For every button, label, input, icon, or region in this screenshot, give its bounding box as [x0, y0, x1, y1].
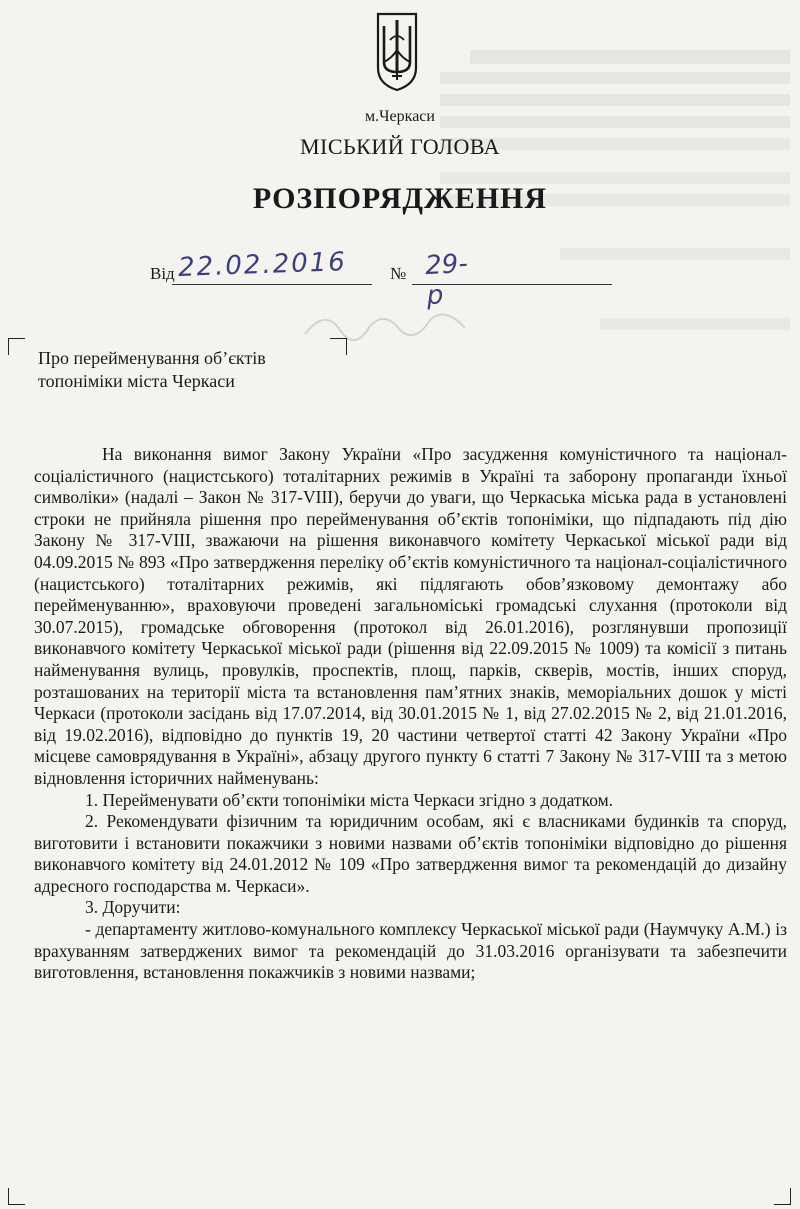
- bleed-through-line: [600, 318, 790, 330]
- city-name: м.Черкаси: [365, 108, 435, 125]
- subject-block: [38, 347, 266, 393]
- preamble-paragraph: На виконання вимог Закону України «Про засудження комуністичного та націонал-соціалістичного (нацистського) тоталітарних режимів в Україні та заборону пропаганди їхньої символіки» (надалі – Закон № 317-VIII), беручи до уваги, що Черкаська міська рада в установлені строки не прийняла рішення про перейменування об’єктів топоніміки, що підпадають під дію Закону № 317-VIII, зважаючи на рішення виконавчого комітету Черкаської міської ради від 04.09.2015 № 893 «Про затвердження переліку об’єктів комуністичного та націонал-соціалістичного (нацистського) тоталітарних режимів, які підлягають обов’язковому демонтажу або перейменуванню», враховуючи проведені загальноміські громадські слухання (протоколи від 30.07.2015), громадське обговорення (протокол від 26.01.2016), розглянувши пропозиції виконавчого комітету Черкаської міської ради (рішення від 22.09.2015 № 1009) та комісії з питань найменування вулиць, провулків, проспектів, площ, парків, скверів, мостів, інших споруд, розташованих на території міста та встановлення пам’ятних знаків, меморіальних дошок у місті Черкаси (протоколи засідань від 17.07.2014, від 30.01.2015 № 1, від 27.02.2015 № 2, від 21.01.2016, від 19.02.2016), відповідно до пунктів 19, 20 частини четвертої статті 42 Закону України «Про місцеве самоврядування в Україні», абзацу другого пункту 6 статті 7 Закону № 317-VIII та з метою відновлення історичних найменувань:: [34, 444, 787, 788]
- bleed-through-line: [440, 94, 790, 106]
- signature-bleed-through: [300, 300, 470, 350]
- handwritten-date: 22.02.2016: [177, 247, 348, 283]
- subject-line: топоніміки міста Черкаси: [38, 371, 235, 391]
- item-3-heading: 3. Доручити:: [85, 897, 181, 918]
- issuer-title: МІСЬКИЙ ГОЛОВА: [299, 134, 501, 159]
- item-3-subitem: - департаменту житлово-комунального комплексу Черкаської міської ради (Наумчуку А.М.) із врахуванням затверджених вимог та рекомендацій до 31.03.2016 організувати та забезпечити виготовлення, встановлення покажчиків з новими назвами;: [34, 919, 787, 983]
- page-corner-bottom-right: [774, 1188, 791, 1205]
- item-1-paragraph: 1. Перейменувати об’єкти топоніміки міста Черкаси згідно з додатком.: [85, 789, 614, 810]
- document-body: [34, 444, 787, 984]
- number-label: №: [390, 264, 407, 283]
- handwritten-number: 29-р: [424, 248, 469, 312]
- bleed-through-line: [470, 50, 790, 64]
- document-title: РОЗПОРЯДЖЕННЯ: [252, 182, 548, 215]
- date-label: Від: [150, 264, 175, 283]
- subject-bracket-top-right: [330, 338, 347, 355]
- bleed-through-line: [560, 248, 790, 260]
- subject-bracket-top-left: [8, 338, 25, 355]
- page-corner-bottom-left: [8, 1188, 25, 1205]
- trident-emblem-icon: [372, 10, 422, 92]
- item-2-paragraph: 2. Рекомендувати фізичним та юридичним особам, які є власниками будинків та споруд, виготовити і встановити покажчики з новими назвами об’єктів топоніміки відповідно до рішення виконавчого комітету від 24.01.2012 № 109 «Про затвердження вимог та рекомендацій до дизайну адресного господарства м. Черкаси».: [34, 811, 787, 896]
- date-underline: [172, 284, 372, 285]
- subject-line: Про перейменування об’єктів: [38, 348, 266, 368]
- bleed-through-line: [440, 72, 790, 84]
